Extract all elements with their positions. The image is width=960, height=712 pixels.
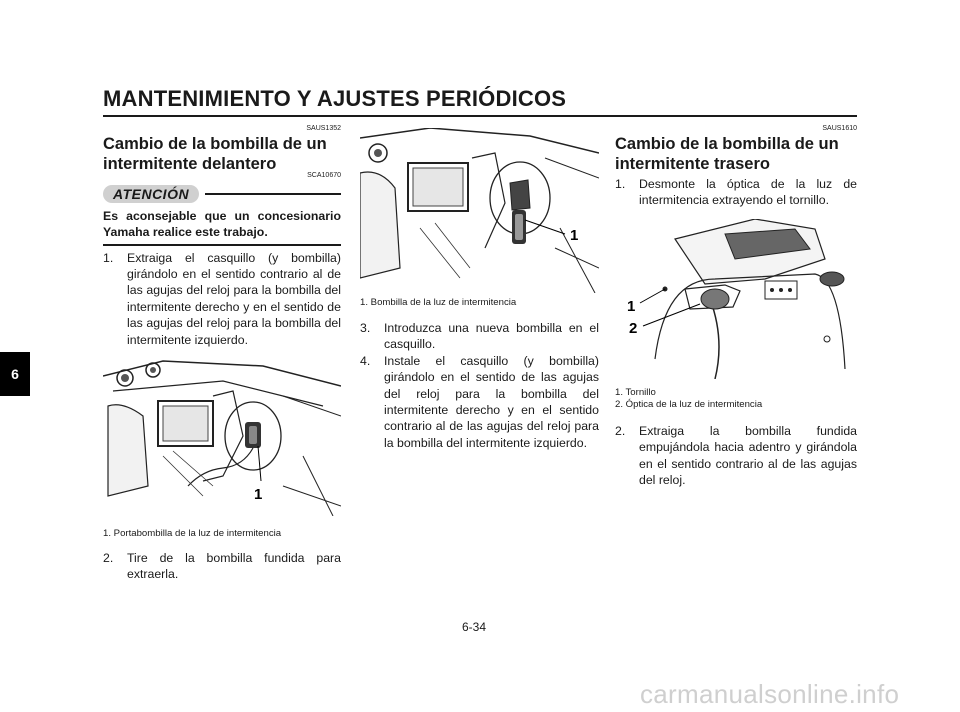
step-text: Extraiga el casquillo (y bombilla) girándolo en el sentido contrario al de las agujas del reloj para la bombilla del intermitente derecho y en el sentido de las agujas del reloj para la bombilla del intermitente izquierdo. xyxy=(127,250,341,347)
steps-list xyxy=(615,176,857,209)
step-text: Introduzca una nueva bombilla en el casquillo. xyxy=(384,321,599,352)
attention-label: ATENCIÓN xyxy=(103,185,199,203)
step-number: 4. xyxy=(360,353,371,368)
attention-rule xyxy=(103,244,341,246)
watermark: carmanualsonline.info xyxy=(640,679,900,709)
attention-header xyxy=(103,185,341,203)
front-bulb-figure xyxy=(360,128,599,293)
chapter-tab: 6 xyxy=(0,352,30,396)
step-number: 3. xyxy=(360,321,371,335)
steps-list xyxy=(360,320,599,451)
section-code: SAUS1352 xyxy=(306,125,341,132)
figure-callout-1: 1 xyxy=(627,297,636,315)
figure-caption-2: 2. Óptica de la luz de intermitencia xyxy=(615,398,763,410)
section-heading: Cambio de la bombilla de un intermitente trasero xyxy=(615,135,839,173)
column-front-indicator xyxy=(103,118,341,583)
front-bulb-holder-figure xyxy=(103,356,341,516)
figure-callout-2: 2 xyxy=(629,319,638,337)
figure-callout: 1 xyxy=(570,227,579,244)
section-heading: Cambio de la bombilla de un intermitente delantero xyxy=(103,135,327,173)
figure-caption: 1. Bombilla de la luz de intermitencia xyxy=(360,297,517,308)
step-text: Extraiga la bombilla fundida empujándola hacia adentro y girándola en el sentido contrario al de las agujas del reloj. xyxy=(639,423,857,488)
list-item xyxy=(615,423,857,489)
section-code: SAUS1610 xyxy=(822,125,857,132)
steps-list xyxy=(103,250,341,348)
step-number: 1. xyxy=(103,250,114,265)
attention-line xyxy=(205,193,341,195)
page-title: MANTENIMIENTO Y AJUSTES PERIÓDICOS xyxy=(103,86,567,111)
list-item xyxy=(103,550,341,583)
page-number: 6-34 xyxy=(462,620,487,634)
column-rear-indicator xyxy=(615,118,857,488)
steps-list xyxy=(103,550,341,583)
step-text: Tire de la bombilla fundida para extraerla. xyxy=(127,550,341,582)
step-text: Instale el casquillo (y bombilla) girándolo en el sentido de las agujas del reloj para la bombilla del intermitente derecho y en el sentido contrario al de las agujas del reloj para la bombilla del intermitente izquierdo. xyxy=(384,353,599,450)
list-item xyxy=(360,320,599,353)
figure-caption-1: 1. Tornillo xyxy=(615,386,656,398)
column-front-indicator-cont xyxy=(360,118,599,451)
step-number: 2. xyxy=(103,550,114,565)
figure-callout: 1 xyxy=(254,485,263,503)
step-text: Desmonte la óptica de la luz de intermitencia extrayendo el tornillo. xyxy=(639,177,857,208)
header-rule xyxy=(103,115,857,117)
steps-list xyxy=(615,423,857,489)
step-number: 2. xyxy=(615,423,626,438)
rear-indicator-figure xyxy=(615,219,857,379)
attention-code: SCA10670 xyxy=(307,172,341,179)
figure-caption: 1. Portabombilla de la luz de intermitencia xyxy=(103,527,282,539)
list-item xyxy=(103,250,341,348)
list-item xyxy=(615,176,857,209)
step-number: 1. xyxy=(615,177,626,191)
attention-text: Es aconsejable que un concesionario Yamaha realice este trabajo. xyxy=(103,209,341,239)
list-item xyxy=(360,353,599,451)
